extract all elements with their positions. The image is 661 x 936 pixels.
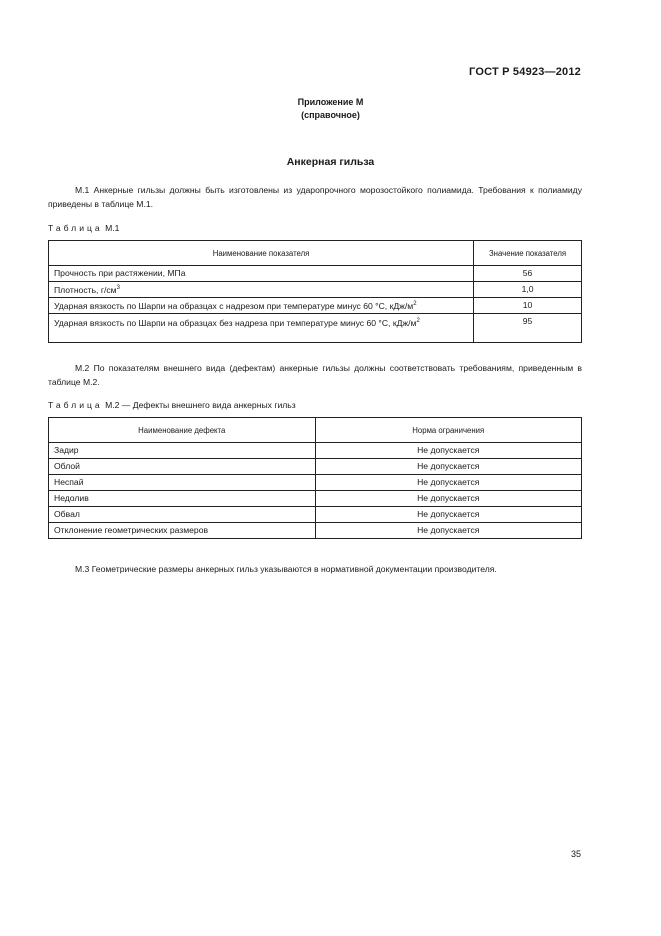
cell-superscript: 2	[416, 318, 420, 324]
table-m1	[48, 240, 582, 343]
page-number: 35	[570, 849, 581, 859]
cell-text: Ударная вязкость по Шарпи на образцах без надреза при температуре минус 60 °С, кДж/м	[54, 317, 417, 328]
table-cell: Недолив	[49, 491, 316, 507]
table1-caption-id: М.1	[105, 223, 120, 233]
table-cell: Неспай	[49, 475, 316, 491]
table-cell: Не допускается	[315, 523, 581, 539]
table-cell: Не допускается	[315, 491, 581, 507]
table-header-row	[49, 241, 582, 266]
column-header: Значение показателя	[474, 241, 582, 266]
table2-caption-rest: М.2 — Дефекты внешнего вида анкерных гильз	[105, 400, 296, 410]
table-cell: Не допускается	[315, 459, 581, 475]
table1-caption-word: Таблица	[48, 223, 103, 233]
table-cell: Не допускается	[315, 475, 581, 491]
table2-caption-word: Таблица	[48, 400, 103, 410]
table-row	[49, 475, 582, 491]
cell-superscript: 2	[413, 301, 417, 308]
table-row	[49, 282, 582, 298]
table-row	[49, 507, 582, 523]
cell-text: Ударная вязкость по Шарпи на образцах с надрезом при температуре минус 60 °С, кДж/м	[54, 300, 414, 311]
annex-type: (справочное)	[301, 110, 360, 120]
table1-caption	[48, 223, 119, 233]
cell-text: Плотность, г/см	[54, 284, 117, 295]
table-cell: Задир	[49, 443, 316, 459]
paragraph-m1	[48, 183, 582, 211]
table-cell: 56	[474, 266, 582, 282]
standard-designation: ГОСТ Р 54923—2012	[469, 66, 581, 78]
cell-text: Прочность при растяжении, МПа	[54, 268, 186, 278]
table-cell	[49, 314, 474, 343]
paragraph-m1-text: М.1 Анкерные гильзы должны быть изготовлены из ударопрочного морозостойкого полиамида. Требования к полиамиду приведены в таблице М.1.	[48, 185, 582, 209]
table-row	[49, 314, 582, 343]
annex-heading	[0, 96, 661, 122]
table-row	[49, 523, 582, 539]
table-row	[49, 491, 582, 507]
table-cell	[49, 298, 474, 314]
table-m2	[48, 417, 582, 539]
column-header: Наименование дефекта	[49, 418, 316, 443]
column-header: Наименование показателя	[49, 241, 474, 266]
annex-title: Приложение М	[297, 97, 364, 107]
table-cell: Облой	[49, 459, 316, 475]
paragraph-m2-text: М.2 По показателям внешнего вида (дефектам) анкерные гильзы должны соответствовать требованиям, приведенным в таблице М.2.	[48, 363, 582, 387]
table-header-row	[49, 418, 582, 443]
table-row	[49, 298, 582, 314]
section-title: Анкерная гильза	[286, 156, 375, 168]
table2-caption	[48, 400, 296, 410]
paragraph-m2	[48, 361, 582, 389]
paragraph-m3	[48, 562, 582, 576]
paragraph-m3-text: М.3 Геометрические размеры анкерных гильз указываются в нормативной документации производителя.	[75, 564, 497, 574]
table-cell: Не допускается	[315, 507, 581, 523]
table-cell: 95	[474, 314, 582, 343]
column-header: Норма ограничения	[315, 418, 581, 443]
table-cell: Не допускается	[315, 443, 581, 459]
table-cell	[49, 266, 474, 282]
table-cell: Обвал	[49, 507, 316, 523]
table-cell	[49, 282, 474, 298]
table-cell: 1,0	[474, 282, 582, 298]
table-row	[49, 266, 582, 282]
table-row	[49, 459, 582, 475]
table-cell: Отклонение геометрических размеров	[49, 523, 316, 539]
table-row	[49, 443, 582, 459]
cell-superscript: 3	[116, 285, 120, 292]
table-cell: 10	[474, 298, 582, 314]
